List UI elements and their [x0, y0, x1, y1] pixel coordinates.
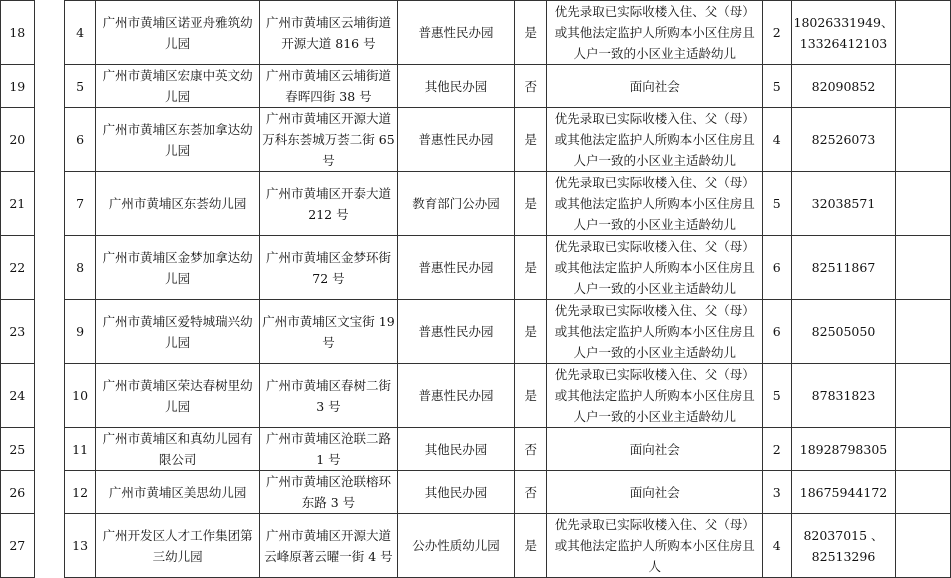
- row-no: 8: [64, 236, 96, 300]
- row-seq: 18: [1, 1, 35, 65]
- school-name: 广州市黄埔区诺亚舟雅筑幼儿园: [96, 1, 259, 65]
- table-row: [1, 65, 951, 108]
- school-address: 广州市黄埔区春树二街 3 号: [259, 364, 397, 428]
- school-type: 其他民办园: [398, 428, 515, 471]
- school-type: 普惠性民办园: [398, 364, 515, 428]
- table-row: [1, 236, 951, 300]
- school-type: 其他民办园: [398, 471, 515, 514]
- enroll-count: 2: [763, 1, 792, 65]
- contact-phone: 32038571: [791, 172, 896, 236]
- enroll-count: 2: [763, 428, 792, 471]
- school-name: 广州市黄埔区和真幼儿园有限公司: [96, 428, 259, 471]
- school-type: 教育部门公办园: [398, 172, 515, 236]
- admission-policy: 优先录取已实际收楼入住、父（母）或其他法定监护人所购本小区住房且人户一致的小区业主适龄幼儿: [547, 1, 763, 65]
- row-seq: 24: [1, 364, 35, 428]
- priority-flag: 是: [514, 172, 547, 236]
- admission-policy: 面向社会: [547, 471, 763, 514]
- school-address: 广州市黄埔区沧联榕环东路 3 号: [259, 471, 397, 514]
- table-row: [1, 471, 951, 514]
- admission-policy: 优先录取已实际收楼入住、父（母）或其他法定监护人所购本小区住房且人户一致的小区业主适龄幼儿: [547, 108, 763, 172]
- school-type: 普惠性民办园: [398, 300, 515, 364]
- row-seq: 27: [1, 514, 35, 578]
- extra-cell: [896, 65, 951, 108]
- extra-cell: [896, 471, 951, 514]
- contact-phone: 87831823: [791, 364, 896, 428]
- school-type: 普惠性民办园: [398, 108, 515, 172]
- admission-policy: 面向社会: [547, 428, 763, 471]
- row-seq: 21: [1, 172, 35, 236]
- blank-cell: [34, 236, 64, 300]
- table-row: [1, 300, 951, 364]
- school-address: 广州市黄埔区开源大道万科东荟城万荟二街 65 号: [259, 108, 397, 172]
- school-type: 普惠性民办园: [398, 236, 515, 300]
- school-address: 广州市黄埔区沧联二路 1 号: [259, 428, 397, 471]
- extra-cell: [896, 172, 951, 236]
- row-seq: 20: [1, 108, 35, 172]
- enroll-count: 5: [763, 65, 792, 108]
- contact-phone: 18928798305: [791, 428, 896, 471]
- enroll-count: 6: [763, 300, 792, 364]
- school-address: 广州市黄埔区金梦环街 72 号: [259, 236, 397, 300]
- school-name: 广州市黄埔区宏康中英文幼儿园: [96, 65, 259, 108]
- row-seq: 23: [1, 300, 35, 364]
- school-address: 广州市黄埔区云埔街道春晖四街 38 号: [259, 65, 397, 108]
- enroll-count: 5: [763, 172, 792, 236]
- row-no: 9: [64, 300, 96, 364]
- priority-flag: 是: [514, 1, 547, 65]
- extra-cell: [896, 428, 951, 471]
- school-address: 广州市黄埔区云埔街道开源大道 816 号: [259, 1, 397, 65]
- table-row: [1, 364, 951, 428]
- row-no: 7: [64, 172, 96, 236]
- extra-cell: [896, 300, 951, 364]
- table-row: [1, 428, 951, 471]
- contact-phone: 18675944172: [791, 471, 896, 514]
- school-name: 广州市黄埔区东荟幼儿园: [96, 172, 259, 236]
- table-row: [1, 172, 951, 236]
- blank-cell: [34, 108, 64, 172]
- school-type: 普惠性民办园: [398, 1, 515, 65]
- priority-flag: 否: [514, 428, 547, 471]
- table-row: [1, 514, 951, 578]
- school-address: 广州市黄埔区文宝街 19 号: [259, 300, 397, 364]
- school-address: 广州市黄埔区开泰大道 212 号: [259, 172, 397, 236]
- row-no: 5: [64, 65, 96, 108]
- school-name: 广州市黄埔区荣达春树里幼儿园: [96, 364, 259, 428]
- enroll-count: 5: [763, 364, 792, 428]
- school-address: 广州市黄埔区开源大道云峰原著云曜一街 4 号: [259, 514, 397, 578]
- blank-cell: [34, 1, 64, 65]
- row-seq: 22: [1, 236, 35, 300]
- admission-policy: 面向社会: [547, 65, 763, 108]
- row-seq: 26: [1, 471, 35, 514]
- blank-cell: [34, 364, 64, 428]
- contact-phone: 82090852: [791, 65, 896, 108]
- contact-phone: 18026331949、13326412103: [791, 1, 896, 65]
- blank-cell: [34, 428, 64, 471]
- row-seq: 19: [1, 65, 35, 108]
- contact-phone: 82037015 、82513296: [791, 514, 896, 578]
- school-name: 广州市黄埔区金梦加拿达幼儿园: [96, 236, 259, 300]
- extra-cell: [896, 364, 951, 428]
- admission-policy: 优先录取已实际收楼入住、父（母）或其他法定监护人所购本小区住房且人户一致的小区业主适龄幼儿: [547, 236, 763, 300]
- table-row: [1, 108, 951, 172]
- row-no: 13: [64, 514, 96, 578]
- contact-phone: 82511867: [791, 236, 896, 300]
- priority-flag: 是: [514, 300, 547, 364]
- admission-policy: 优先录取已实际收楼入住、父（母）或其他法定监护人所购本小区住房且人户一致的小区业主适龄幼儿: [547, 172, 763, 236]
- school-type: 其他民办园: [398, 65, 515, 108]
- blank-cell: [34, 471, 64, 514]
- row-no: 6: [64, 108, 96, 172]
- priority-flag: 否: [514, 65, 547, 108]
- enroll-count: 3: [763, 471, 792, 514]
- row-no: 10: [64, 364, 96, 428]
- blank-cell: [34, 172, 64, 236]
- enroll-count: 4: [763, 514, 792, 578]
- blank-cell: [34, 65, 64, 108]
- contact-phone: 82505050: [791, 300, 896, 364]
- table-row: [1, 1, 951, 65]
- priority-flag: 是: [514, 364, 547, 428]
- priority-flag: 否: [514, 471, 547, 514]
- priority-flag: 是: [514, 236, 547, 300]
- row-seq: 25: [1, 428, 35, 471]
- admission-policy: 优先录取已实际收楼入住、父（母）或其他法定监护人所购本小区住房且人: [547, 514, 763, 578]
- school-name: 广州开发区人才工作集团第三幼儿园: [96, 514, 259, 578]
- enroll-count: 4: [763, 108, 792, 172]
- extra-cell: [896, 108, 951, 172]
- row-no: 12: [64, 471, 96, 514]
- extra-cell: [896, 1, 951, 65]
- school-name: 广州市黄埔区东荟加拿达幼儿园: [96, 108, 259, 172]
- extra-cell: [896, 514, 951, 578]
- priority-flag: 是: [514, 514, 547, 578]
- contact-phone: 82526073: [791, 108, 896, 172]
- school-type: 公办性质幼儿园: [398, 514, 515, 578]
- blank-cell: [34, 300, 64, 364]
- school-name: 广州市黄埔区美思幼儿园: [96, 471, 259, 514]
- school-name: 广州市黄埔区爱特城瑞兴幼儿园: [96, 300, 259, 364]
- admission-policy: 优先录取已实际收楼入住、父（母）或其他法定监护人所购本小区住房且人户一致的小区业主适龄幼儿: [547, 300, 763, 364]
- priority-flag: 是: [514, 108, 547, 172]
- admission-policy: 优先录取已实际收楼入住、父（母）或其他法定监护人所购本小区住房且人户一致的小区业主适龄幼儿: [547, 364, 763, 428]
- extra-cell: [896, 236, 951, 300]
- row-no: 11: [64, 428, 96, 471]
- enroll-count: 6: [763, 236, 792, 300]
- row-no: 4: [64, 1, 96, 65]
- blank-cell: [34, 514, 64, 578]
